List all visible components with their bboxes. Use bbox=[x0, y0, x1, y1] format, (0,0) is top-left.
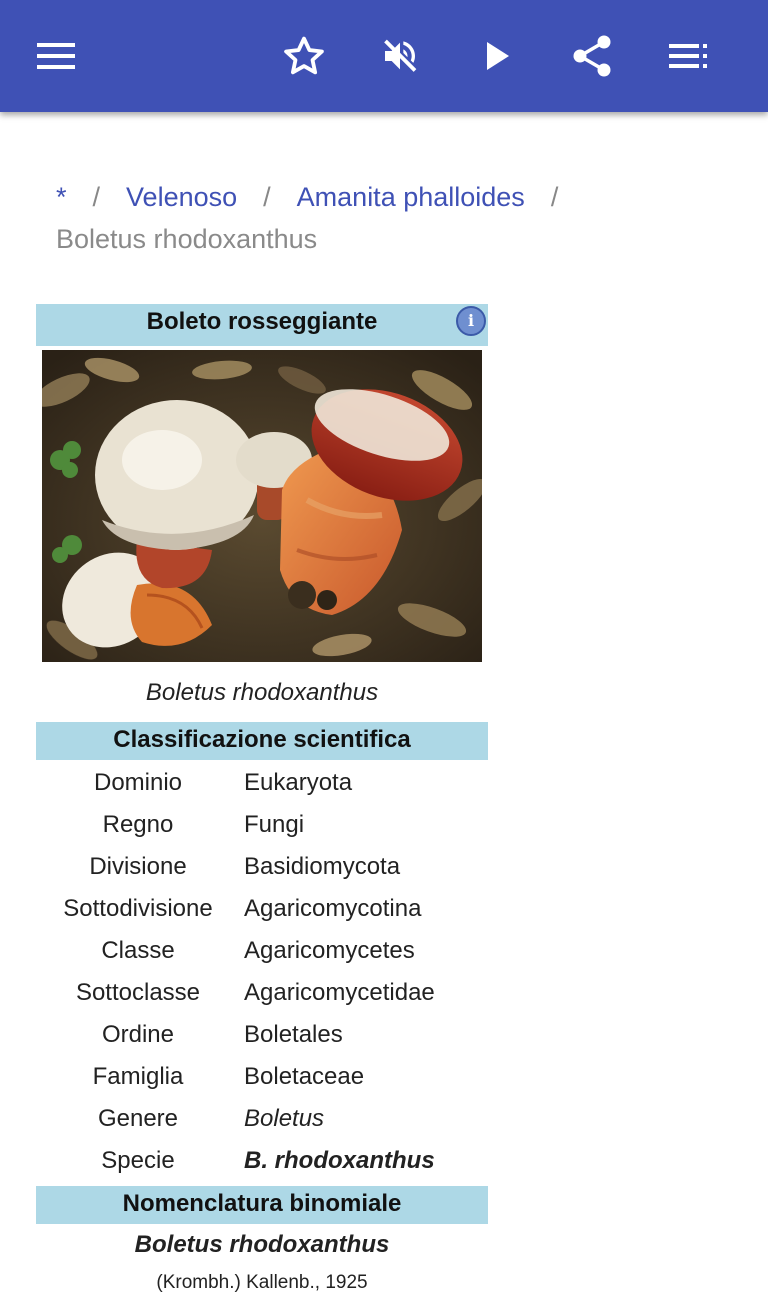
binomial-header: Nomenclatura binomiale bbox=[36, 1186, 488, 1224]
rank-label: Specie bbox=[101, 1147, 175, 1174]
classification-header: Classificazione scientifica bbox=[36, 722, 488, 760]
breadcrumb-home-link[interactable]: * bbox=[56, 182, 67, 212]
taxon-link[interactable]: Basidiomycota bbox=[244, 853, 401, 880]
info-icon[interactable]: i bbox=[456, 306, 486, 336]
mushroom-photo[interactable] bbox=[42, 350, 482, 662]
species-name: B. rhodoxanthus bbox=[244, 1147, 435, 1174]
taxon-link[interactable]: Fungi bbox=[244, 811, 305, 838]
volume-off-icon bbox=[380, 36, 420, 76]
classification-row bbox=[36, 1056, 488, 1098]
classification-row bbox=[36, 846, 488, 888]
taxon-link[interactable]: Agaricomycetes bbox=[244, 937, 415, 964]
breadcrumb-separator: / bbox=[92, 182, 101, 212]
taxon-link[interactable]: Agaricomycetidae bbox=[244, 979, 435, 1006]
taxobox-title-bar bbox=[36, 304, 488, 346]
playlist-icon bbox=[669, 44, 707, 68]
menu-button[interactable] bbox=[24, 24, 88, 88]
breadcrumb-current: Boletus rhodoxanthus bbox=[56, 224, 318, 254]
classification-row bbox=[36, 888, 488, 930]
rank-label: Divisione bbox=[89, 853, 187, 880]
taxon-link[interactable]: Boletales bbox=[244, 1021, 343, 1048]
rank-label: Sottodivisione bbox=[63, 895, 213, 922]
taxon-link[interactable]: Boletus bbox=[244, 1105, 325, 1132]
classification-table bbox=[36, 760, 488, 1182]
photo-caption: Boletus rhodoxanthus bbox=[145, 679, 379, 706]
share-button[interactable] bbox=[560, 24, 624, 88]
playlist-button[interactable] bbox=[656, 24, 720, 88]
rank-label: Dominio bbox=[93, 769, 183, 796]
classification-row bbox=[36, 1098, 488, 1140]
classification-row bbox=[36, 804, 488, 846]
rank-label: Classe bbox=[101, 937, 175, 964]
rank-label: Famiglia bbox=[92, 1063, 184, 1090]
breadcrumb-link-amanita[interactable]: Amanita phalloides bbox=[296, 182, 525, 212]
breadcrumb-separator: / bbox=[550, 182, 559, 212]
hamburger-menu-icon bbox=[37, 43, 75, 69]
breadcrumb bbox=[56, 176, 736, 260]
rank-label: Genere bbox=[97, 1105, 179, 1132]
taxon-link[interactable]: Agaricomycotina bbox=[244, 895, 422, 922]
classification-row bbox=[36, 972, 488, 1014]
share-icon bbox=[572, 35, 612, 77]
taxobox-title: Boleto rosseggiante bbox=[146, 308, 378, 335]
rank-label: Ordine bbox=[101, 1021, 175, 1048]
binomial-name: Boletus rhodoxanthus bbox=[134, 1231, 390, 1258]
classification-row bbox=[36, 762, 488, 804]
taxon-link[interactable]: Boletaceae bbox=[244, 1063, 365, 1090]
play-button[interactable] bbox=[466, 24, 530, 88]
mute-button[interactable] bbox=[368, 24, 432, 88]
rank-label: Regno bbox=[102, 811, 174, 838]
binomial-author: (Krombh.) Kallenb., 1925 bbox=[156, 1272, 368, 1293]
rank-label: Sottoclasse bbox=[75, 979, 201, 1006]
favorite-button[interactable] bbox=[272, 24, 336, 88]
app-toolbar bbox=[0, 0, 768, 112]
classification-row bbox=[36, 1014, 488, 1056]
breadcrumb-link-velenoso[interactable]: Velenoso bbox=[126, 182, 238, 212]
taxon-link[interactable]: Eukaryota bbox=[244, 769, 353, 796]
play-icon bbox=[485, 41, 511, 71]
star-outline-icon bbox=[283, 36, 325, 76]
classification-row bbox=[36, 930, 488, 972]
breadcrumb-separator: / bbox=[263, 182, 271, 212]
classification-row bbox=[36, 1140, 488, 1182]
taxobox bbox=[36, 304, 488, 1296]
